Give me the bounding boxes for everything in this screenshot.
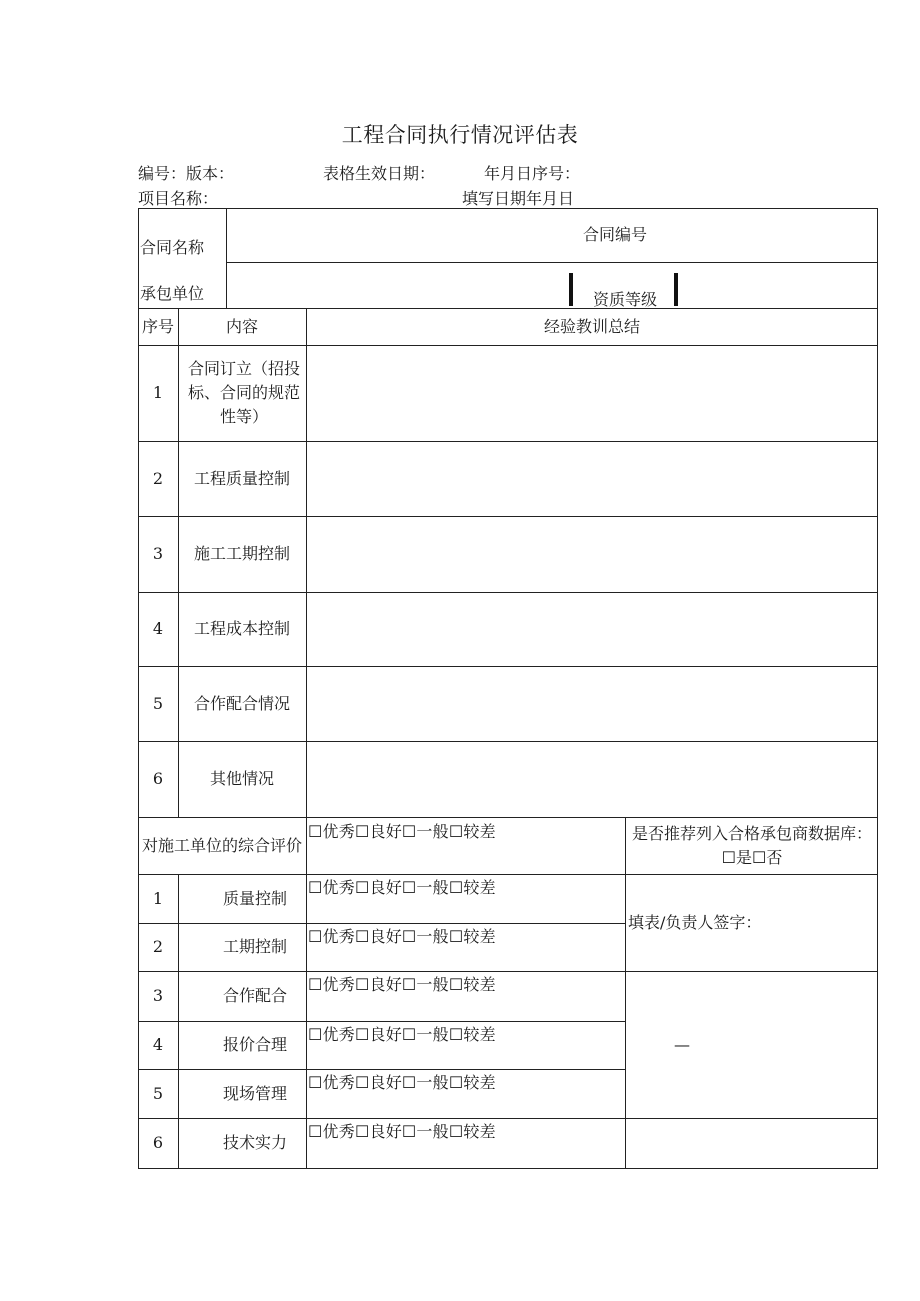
row-summary-field[interactable] (308, 518, 876, 590)
row-content: 施工工期控制 (193, 544, 290, 563)
row-summary-field[interactable] (308, 668, 876, 739)
contract-name-field[interactable] (230, 212, 560, 258)
header-fill-date: 填写日期年月日 (462, 189, 575, 208)
eval-row-options[interactable]: ☐优秀☐良好☐一般☐较差 (308, 878, 496, 897)
header-project-name: 项目名称： (138, 189, 219, 208)
row-number: 1 (152, 383, 164, 402)
eval-row-item: 质量控制 (222, 888, 287, 908)
row-summary-field[interactable] (308, 443, 876, 514)
row-content: 合作配合情况 (193, 693, 290, 713)
row-content: 其他情况 (209, 769, 274, 788)
row-summary-field[interactable] (308, 594, 876, 664)
eval-row-item: 报价合理 (222, 1035, 287, 1054)
eval-row-number: 5 (152, 1083, 164, 1103)
eval-row-item: 合作配合 (222, 986, 287, 1005)
row-content: 工程成本控制 (193, 619, 290, 638)
eval-row-number: 3 (152, 986, 164, 1005)
eval-row-options[interactable]: ☐优秀☐良好☐一般☐较差 (308, 927, 496, 946)
bottom-right-blank-field[interactable] (628, 1120, 876, 1166)
header-number-version: 编号：版本： (138, 164, 235, 183)
row-number: 6 (152, 769, 164, 788)
header-effective-date: 表格生效日期： (323, 164, 436, 183)
eval-row-options[interactable]: ☐优秀☐良好☐一般☐较差 (308, 1122, 496, 1141)
qualification-bar-right (674, 273, 678, 306)
column-header-summary: 经验教训总结 (543, 316, 640, 336)
eval-row-number: 4 (152, 1035, 164, 1054)
row-number: 2 (152, 468, 164, 488)
qualification-label: 资质等级 (592, 290, 657, 309)
form-title: 工程合同执行情况评估表 (341, 123, 579, 147)
eval-row-number: 2 (152, 937, 164, 956)
contract-name-label: 合同名称 (140, 238, 205, 257)
recommend-database-question[interactable]: 是否推荐列入合格承包商数据库：☐是☐否 (631, 824, 872, 867)
eval-row-options[interactable]: ☐优秀☐良好☐一般☐较差 (308, 1025, 496, 1044)
contractor-label: 承包单位 (140, 284, 205, 303)
row-summary-field[interactable] (308, 743, 876, 815)
overall-evaluation-label: 对施工单位的综合评价 (142, 835, 303, 855)
row-summary-field[interactable] (308, 347, 876, 439)
overall-rating-options[interactable]: ☐优秀☐良好☐一般☐较差 (308, 822, 496, 841)
dash-mark: — (674, 1034, 690, 1054)
eval-row-options[interactable]: ☐优秀☐良好☐一般☐较差 (308, 975, 496, 994)
column-header-no: 序号 (141, 316, 174, 336)
row-number: 4 (152, 619, 164, 638)
qualification-bar-left (569, 273, 573, 306)
contractor-field[interactable] (230, 266, 560, 306)
eval-row-number: 6 (152, 1133, 164, 1152)
signature-label[interactable]: 填表/负责人签字： (628, 912, 762, 932)
eval-row-item: 现场管理 (222, 1083, 287, 1103)
column-header-content: 内容 (225, 316, 258, 336)
header-date-serial: 年月日序号： (484, 164, 581, 183)
eval-row-item: 技术实力 (222, 1133, 287, 1152)
contract-number-label: 合同编号 (582, 225, 647, 244)
eval-row-number: 1 (152, 888, 164, 908)
row-content: 工程质量控制 (193, 468, 290, 488)
eval-row-options[interactable]: ☐优秀☐良好☐一般☐较差 (308, 1073, 496, 1092)
row-number: 3 (152, 544, 164, 563)
row-content: 合同订立（招投标、合同的规范性等） (187, 359, 300, 426)
row-number: 5 (152, 693, 164, 713)
eval-row-item: 工期控制 (222, 937, 287, 956)
